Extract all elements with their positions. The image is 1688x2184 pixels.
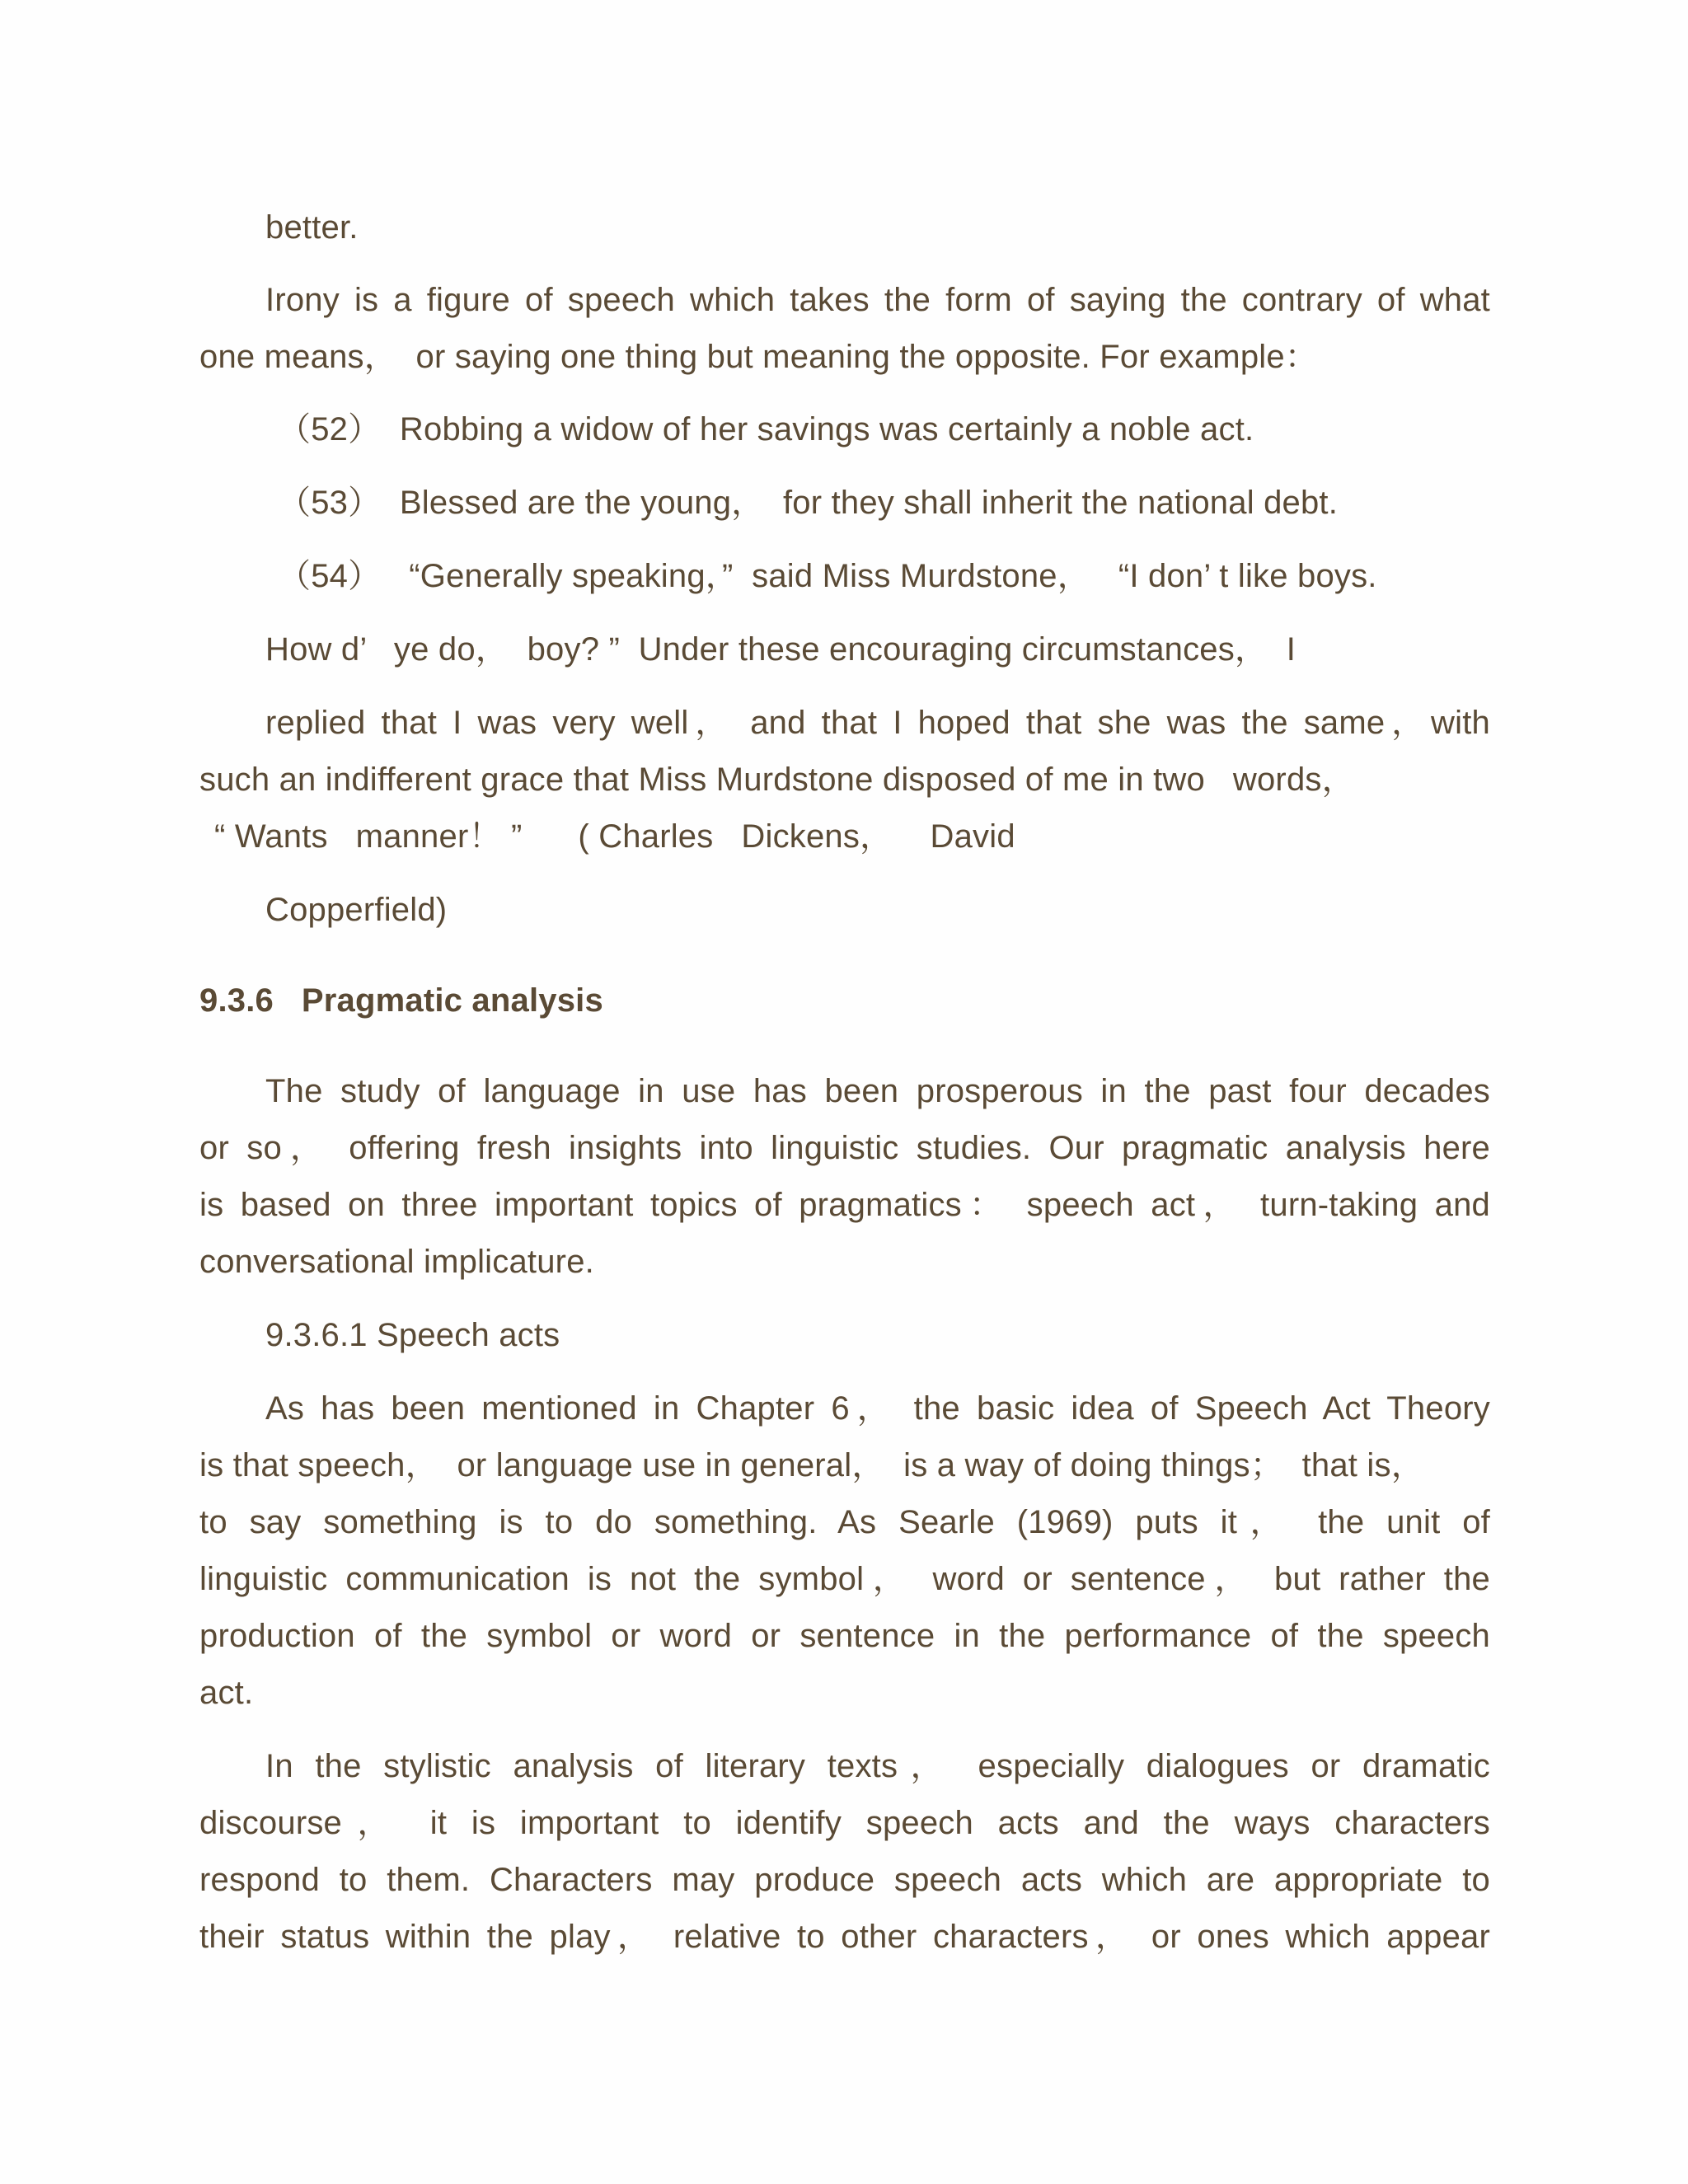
paragraph-line: “ Wants manner！ ” ( Charles Dickens， David [214, 818, 1015, 855]
paragraph-line: to say something is to do something. As Searle (1969) puts it， the unit of [199, 1504, 1490, 1540]
text-line: better. [265, 209, 359, 246]
paragraph-line: respond to them. Characters may produce speech acts which are appropriate to [199, 1862, 1490, 1898]
paragraph-line: As has been mentioned in Chapter 6， the basic idea of Speech Act Theory [265, 1390, 1490, 1427]
example-52: （52） Robbing a widow of her savings was certainly a noble act. [278, 411, 1254, 448]
paragraph-line: production of the symbol or word or sentence in the performance of the speech [199, 1618, 1490, 1654]
paragraph-line: their status within the play， relative to other characters， or ones which appear [199, 1919, 1490, 1955]
paragraph-line: In the stylistic analysis of literary texts， especially dialogues or dramatic [265, 1748, 1490, 1784]
paragraph-line: one means， or saying one thing but meaning the opposite. For example： [199, 339, 1319, 375]
paragraph-line: The study of language in use has been prosperous in the past four decades [265, 1073, 1490, 1109]
document-page [199, 0, 1490, 2184]
paragraph-line: is that speech， or language use in general， is a way of doing things； that is， [199, 1447, 1424, 1483]
text-line: How d’ ye do， boy? ” Under these encouraging circumstances， I [265, 631, 1296, 668]
subsection-heading: 9.3.6.1 Speech acts [265, 1317, 560, 1353]
paragraph-line: discourse， it is important to identify speech acts and the ways characters [199, 1805, 1490, 1841]
paragraph-line: linguistic communication is not the symbol， word or sentence， but rather the [199, 1561, 1490, 1597]
section-heading: 9.3.6 Pragmatic analysis [199, 982, 603, 1019]
paragraph-line: is based on three important topics of pragmatics： speech act， turn-taking and [199, 1187, 1490, 1223]
paragraph-line: replied that I was very well， and that I hoped that she was the same，with [265, 705, 1490, 741]
paragraph-line: conversational implicature. [199, 1244, 594, 1280]
paragraph-line: or so， offering fresh insights into linguistic studies. Our pragmatic analysis here [199, 1130, 1490, 1166]
text-line: Copperfield) [265, 892, 448, 928]
example-54: （54） “Generally speaking，” said Miss Murdstone， “I don’ t like boys. [278, 558, 1377, 594]
paragraph-line: such an indifferent grace that Miss Murdstone disposed of me in two words， [199, 762, 1355, 798]
paragraph-line: act. [199, 1675, 254, 1711]
paragraph-line: Irony is a figure of speech which takes the form of saying the contrary of what [265, 282, 1490, 318]
example-53: （53） Blessed are the young， for they shall inherit the national debt. [278, 485, 1339, 521]
